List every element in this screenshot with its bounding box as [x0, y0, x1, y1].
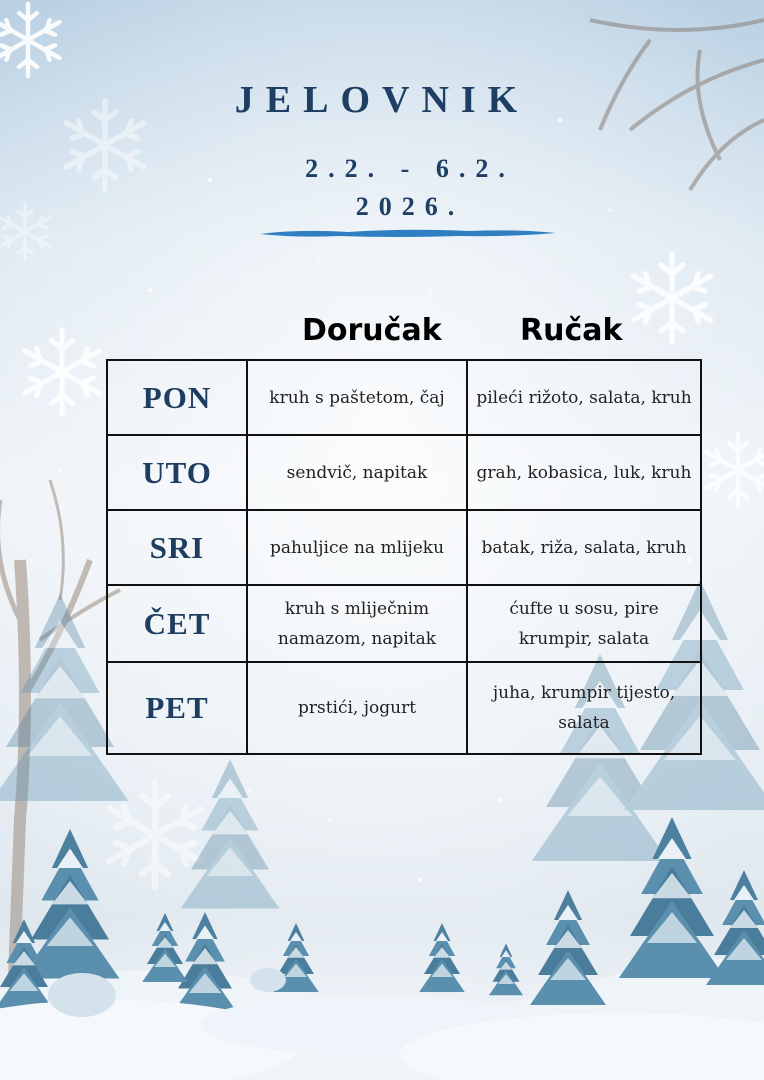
day-label: SRI: [107, 510, 247, 585]
day-label: UTO: [107, 435, 247, 510]
breakfast-cell: kruh s mliječnim namazom, napitak: [247, 585, 467, 662]
table-row: [107, 360, 701, 435]
column-header-lunch: Ručak: [520, 313, 623, 348]
breakfast-cell: sendvič, napitak: [247, 435, 467, 510]
page-title: JELOVNIK: [234, 79, 530, 121]
breakfast-cell: pahuljice na mlijeku: [247, 510, 467, 585]
breakfast-cell: kruh s paštetom, čaj: [247, 360, 467, 435]
day-label: ČET: [107, 585, 247, 662]
lunch-cell: juha, krumpir tijesto, salata: [467, 662, 701, 754]
lunch-cell: batak, riža, salata, kruh: [467, 510, 701, 585]
column-header-breakfast: Doručak: [302, 313, 442, 348]
table-row: [107, 510, 701, 585]
date-range: [260, 150, 560, 226]
day-label: PET: [107, 662, 247, 754]
lunch-cell: pileći rižoto, salata, kruh: [467, 360, 701, 435]
lunch-cell: ćufte u sosu, pire krumpir, salata: [467, 585, 701, 662]
date-range-line-1: 2.2. - 6.2.: [305, 154, 515, 183]
lunch-cell: grah, kobasica, luk, kruh: [467, 435, 701, 510]
table-row: [107, 662, 701, 754]
table-row: [107, 435, 701, 510]
breakfast-cell: prstići, jogurt: [247, 662, 467, 754]
date-range-line-2: 2026.: [355, 192, 465, 221]
day-label: PON: [107, 360, 247, 435]
brush-stroke-divider: [258, 226, 558, 240]
table-row: [107, 585, 701, 662]
menu-table: [106, 359, 702, 755]
